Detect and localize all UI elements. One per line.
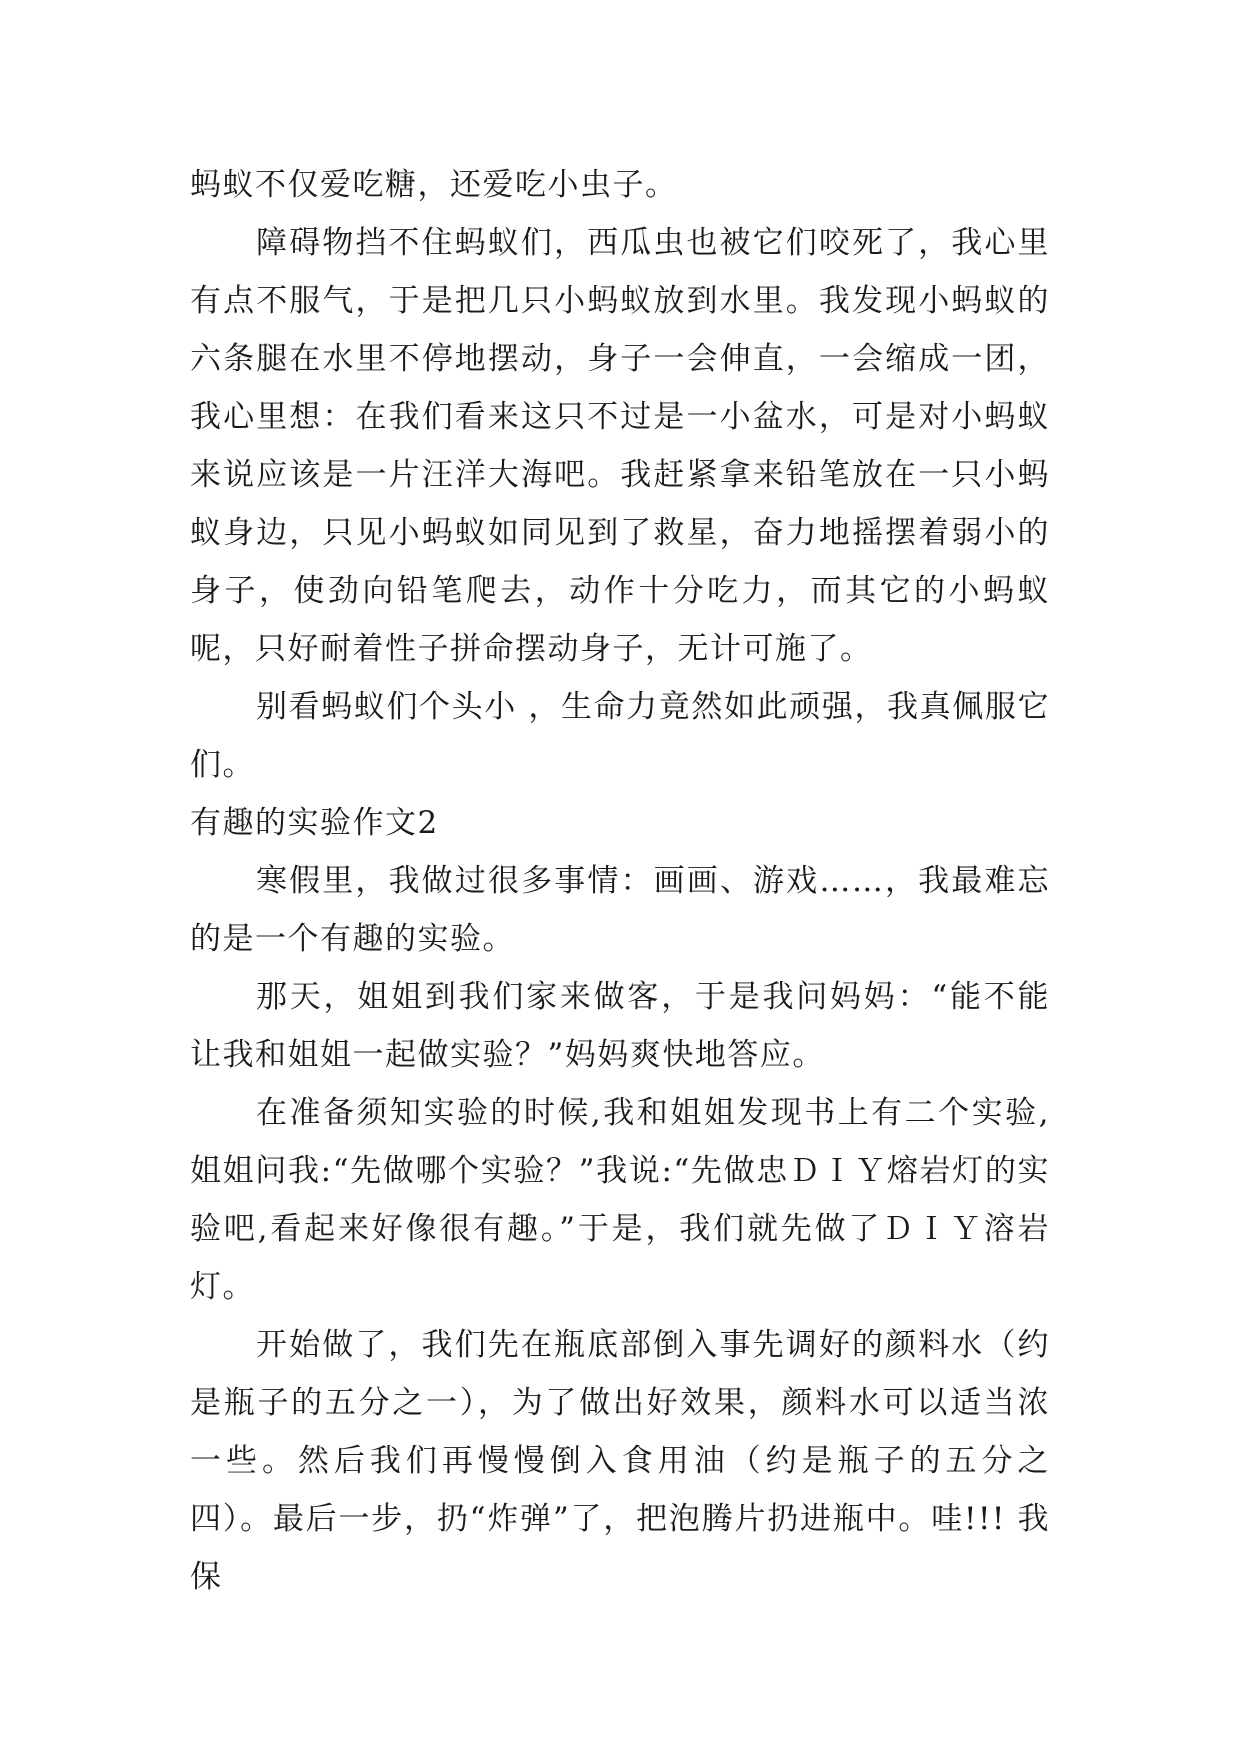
document-body — [190, 156, 1050, 1606]
section-heading: 有趣的实验作文2 — [190, 805, 439, 841]
paragraph: 开始做了，我们先在瓶底部倒入事先调好的颜料水（约是瓶子的五分之一），为了做出好效果，颜料水可以适当浓一些。然后我们再慢慢倒入食用油（约是瓶子的五分之四）。最后一步，扔“炸弹”了，把泡腾片扔进瓶中。哇!!! 我保 — [190, 1327, 1050, 1595]
paragraph: 那天，姐姐到我们家来做客，于是我问妈妈：“能不能让我和姐姐一起做实验？”妈妈爽快地答应。 — [190, 979, 1050, 1073]
paragraph: 在准备须知实验的时候,我和姐姐发现书上有二个实验,姐姐问我:“先做哪个实验？”我说:“先做忠ＤＩＹ熔岩灯的实验吧,看起来好像很有趣。”于是，我们就先做了ＤＩＹ溶岩灯。 — [190, 1095, 1050, 1305]
paragraph: 寒假里，我做过很多事情：画画、游戏……，我最难忘的是一个有趣的实验。 — [190, 863, 1050, 957]
paragraph: 障碍物挡不住蚂蚁们，西瓜虫也被它们咬死了，我心里有点不服气，于是把几只小蚂蚁放到水里。我发现小蚂蚁的六条腿在水里不停地摆动，身子一会伸直，一会缩成一团，我心里想：在我们看来这只不过是一小盆水，可是对小蚂蚁来说应该是一片汪洋大海吧。我赶紧拿来铅笔放在一只小蚂蚁身边，只见小蚂蚁如同见到了救星，奋力地摇摆着弱小的身子，使劲向铅笔爬去，动作十分吃力，而其它的小蚂蚁呢，只好耐着性子拼命摆动身子，无计可施了。 — [190, 225, 1050, 667]
paragraph: 蚂蚁不仅爱吃糖，还爱吃小虫子。 — [190, 167, 678, 203]
paragraph: 别看蚂蚁们个头小 ，生命力竟然如此顽强，我真佩服它们。 — [190, 689, 1050, 783]
